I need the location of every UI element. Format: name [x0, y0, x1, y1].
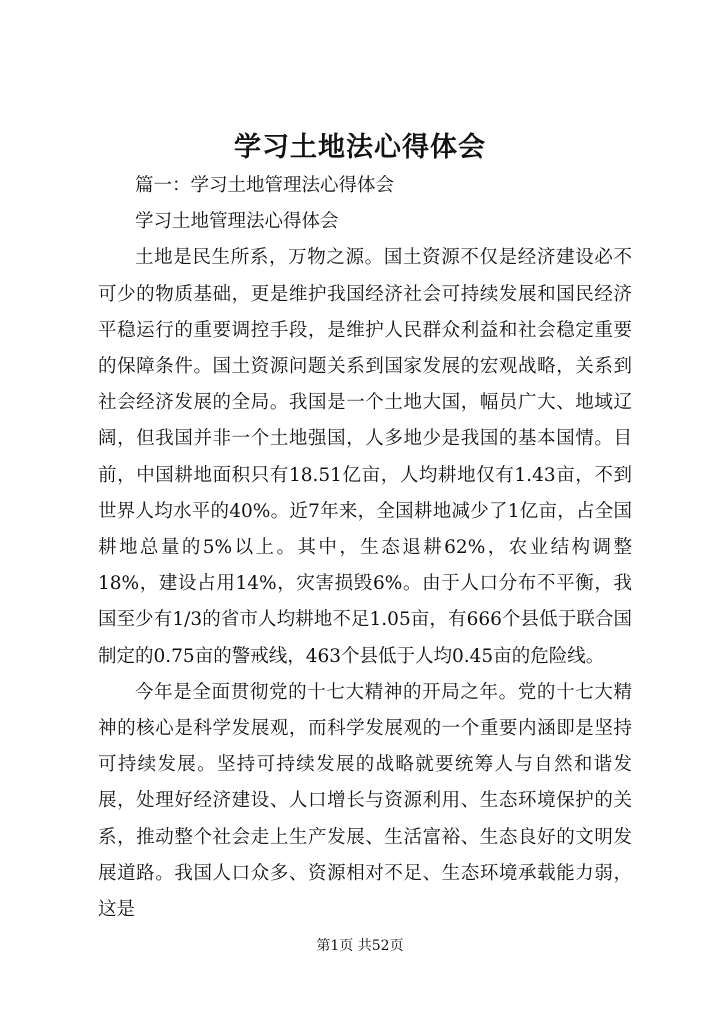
- section-heading: 篇一：学习土地管理法心得体会: [135, 175, 395, 196]
- page-footer: 第1页 共52页: [316, 938, 404, 954]
- article-subtitle: 学习土地管理法心得体会: [135, 211, 339, 233]
- document-body: [98, 168, 632, 928]
- document-title: 学习土地法心得体会: [234, 132, 486, 163]
- body-paragraph: 土地是民生所系，万物之源。国土资源不仅是经济建设必不可少的物质基础，更是维护我国经济社会可持续发展和国民经济平稳运行的重要调控手段，是维护人民群众利益和社会稳定重要的保障条件。国土资源问题关系到国家发展的宏观战略，关系到社会经济发展的全局。我国是一个土地大国，幅员广大、地域辽阔，但我国并非一个土地强国，人多地少是我国的基本国情。目前，中国耕地面积只有18.51亿亩，人均耕地仅有1.43亩，不到世界人均水平的40%。近7年来，全国耕地减少了1亿亩，占全国耕地总量的5%以上。其中，生态退耕62%，农业结构调整18%，建设占用14%，灾害损毁6%。由于人口分布不平衡，我国至少有1/3的省市人均耕地不足1.05亩，有666个县低于联合国制定的0.75亩的警戒线，463个县低于人均0.45亩的危险线。: [98, 247, 632, 667]
- body-paragraph: 今年是全面贯彻党的十七大精神的开局之年。党的十七大精神的核心是科学发展观，而科学发展观的一个重要内涵即是坚持可持续发展。坚持可持续发展的战略就要统筹人与自然和谐发展，处理好经济建设、人口增长与资源利用、生态环境保护的关系，推动整个社会走上生产发展、生活富裕、生态良好的文明发展道路。我国人口众多、资源相对不足、生态环境承载能力弱，这是: [98, 681, 632, 921]
